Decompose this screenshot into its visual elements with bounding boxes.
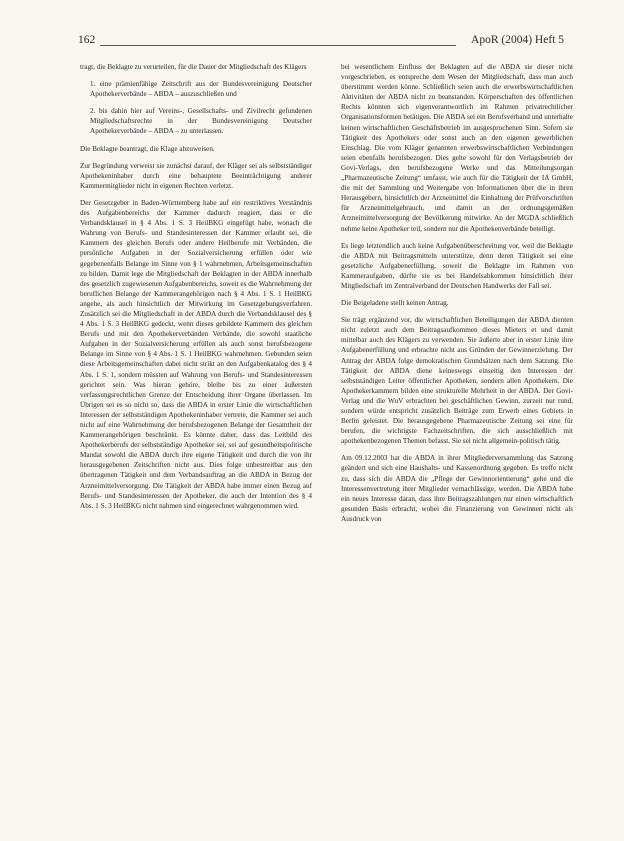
left-column (80, 62, 312, 518)
paragraph: Sie trägt ergänzend vor, die wirtschaftlichen Beteiligungen der ABDA dienten nicht zuletzt auch dem Beitragsaufkommen dieses Mieters et und damit mittelbar auch des Klägers zu verwenden. Sie äußerte aber in erster Linie ihre Aufgabenerfüllung und erbrachte nicht aus Gründen der Gewinnerzielung. Der Antrag der ABDA folge demokratischen Grundsätzen nach dem Satzung. Die Tätigkeit der ABDA diene keineswegs einseitig den Interessen der selbstständigen Leiter öffentlicher Apotheken, sondern allen Apothekern. Die Apothekerkammern bilden eine strukturelle Mehrheit in der ABDA. Der Govi-Verlag und die WuV erbrachten bei geschäftlichen Gewinn, zurzeit nur rund, sondern würde entspricht zusätzlich Beiträge zum Erwerb eines Gebiets in Berlin geleistet. Die herausgegebene Pharmazeutische Zeitung sei eine für berufen, die wichtigste Fachzeitschriften, die sich ausschließlich mit apothekenbezogenen Themen befasst. Sie sei nicht allgemein-politisch tätig. (341, 316, 573, 446)
paragraph: 1. eine prämienfähige Zeitschrift aus der Bundesvereinigung Deutscher Apothekerverbände – ABDA – auszuschließen und (90, 80, 312, 99)
paragraph: Es liege letztendlich auch keine Aufgabenüberschreitung vor, weil die Beklagte die ABDA mit Beitragsmitteln unterstütze, denn deren Tätigkeit sei eine gesetzliche Aufgabenerfüllung, soweit die Beklagte im Rahmen von Kammeraufgaben, dürfte sie es bei Handelsabkommen hinsichtlich ihrer Mitgliedschaft im Zentralverband der Deutschen Handwerks der Fall sei. (341, 241, 573, 290)
journal-reference: ApoR (2004) Heft 5 (471, 34, 564, 46)
paragraph: Am 09.12.2003 hat die ABDA in ihrer Mitgliederversammlung das Satzung geändert und sich eine Haushalts- und Kassenordnung gegeben. Es treffe nicht zu, dass sich die ABDA die „Pflege der Gewinnorientierung“ gehe und die Interessenvertretung ihrer Mitglieder vernachlässige, werden. Die ABDA habe ein neues Interesse daran, dass ihre Beitragszahlungen nur einen wirtschaftlich gesunden Basis erbracht, wobei die Finanzierung von Gewinnen nicht als Ausdruck von (341, 454, 573, 523)
page-header (78, 30, 564, 50)
paragraph: Der Gesetzgeber in Baden-Württemberg habe auf ein restriktives Verständnis des Aufgabenbereichs der Kammer dadurch reagiert, dass er die Verbandsklausel in § 4 Abs. 1 S. 3 HeilBKG eingefügt habe, wonach die Wahrung von Berufs- und Standesinteressen der Kammer erlaubt sei, die Kammern des gleichen Berufs oder andere Heilberufe mit Verbänden, die persönliche Aufgaben in der Sozialversicherung erfüllen oder wie gegebenenfalls Belange im Sinne von § 1 wahrnehmen, Arbeitsgemeinschaften zu bilden. Damit lege die Mitgliedschaft der Beklagten in der ABDA innerhalb des gesetzlich zugewiesenen Aufgabenbereichs, soweit es die Wahrnehmung der beruflichen Belange der Kammerangehörigen nach § 4 Abs. 1 S. 1 HeilBKG angehe, als auch hinsichtlich der Mitwirkung im Gesetzgebungsverfahren. Zusätzlich sei die Mitgliedschaft in der ABDA durch die Verbandsklausel des § 4 Abs. 1 S. 3 HeilBKG gedeckt, wenn dieses gebildete Kammern des gleichen Berufs und mit den Apothekerverbänden Verbände, die sowohl staatliche Aufgaben in der Sozialversicherung erfüllen als auch sonst berufsbezogene Belange im Sinne von § 4 Abs. 1 S. 1 HeilBKG wahrnehmen. Gebunden seien diese Arbeitsgemeinschaften dabei nicht strikt an den Aufgabenkatalog des § 4 Abs. 1 S. 1, sondern müssten auf Wahrung von Berufs- und Standesinteressen gerichtet sein. Was hieran gehöre, bleibe bis zu einer äußersten verfassungsrechtlichen Grenze der Entscheidung ihrer Organe überlassen. Im Übrigen sei es so nicht so, dass die ABDA in erster Linie die wirtschaftlichen Interessen der selbstständigen Apothekeninhaber vertrete, die Kammer sei auch nicht auf eine Wahrnehmung der berufsbezogenen Belange der Gesamtheit der Kammerangehörigen beschränkt. Es könnte daher, dass das Leitbild des Apothekerberufs der selbstständige Apotheker sei, sei auf gesundheitspolitische Mandat sowohl die ABDA durch ihre eigene Tätigkeit und durch die von ihr herausgegebenen Zeitschriften nicht aus. Dies folge unbestreitbar aus den übertragenen Tätigkeit und dem Verbandsauftrag an die ABDA in Bezug der Arzneimittelversorgung. Die Tätigkeit der ABDA habe immer einen Bezug auf Berufs- und Standesinteressen der Apotheker, die auch der Intention des § 4 Abs. 1 S. 3 HeilBKG nicht nahmen sind eingerechnet wahrgenommen wird. (80, 198, 312, 510)
paragraph: 2. bis dahin hier auf Vereins-, Gesellschafts- und Zivilrecht gefundenen Mitgliedschaftsrechte in der Bundesvereinigung Deutscher Apothekerverbände – ABDA – zu unterlassen. (90, 107, 312, 136)
page-number: 162 (78, 34, 96, 46)
paragraph: tragt, die Beklagte zu verurteilen, für die Dauer der Mitgliedschaft des Klägers (80, 63, 307, 71)
paragraph: Die Beklagte beantragt, die Klage abzuweisen. (80, 144, 215, 153)
header-rule (100, 45, 456, 46)
paragraph: bei wesentlichem Einfluss der Beklagten auf die ABDA sie dieser nicht vorgeschrieben, es entspreche dem Wesen der Mitgliedschaft, dass man auch überstimmt werden könne. Schließlich seien auch die erwerbswirtschaftlichen Aktivitäten der ABDA nicht zu beanstanden. Körperschaften des öffentlichen Rechts könnten sich eigenverantwortlich im Rahmen privatrechtlicher Organisationsformen betätigen. Die ABDA sei ein Berufsverband und unterhalte keinen wirtschaftlichen Geschäftsbetrieb im ausgesprochenen Sinn. Sofern sie Tätigkeit des Apothekers oder sonst auch an den eigenen gewerblichen Einschlag. Die vom Kläger genannten erwerbswirtschaftlichen Verbindungen seien ebenfalls berufsbezogen. Dies gelte sowohl für den Verlagsbetrieb der Govi-Verlags, den berufsbezogene Werke und das Mitteilungsorgan „Pharmazeutische Zeitung“ umfasst, wie auch für die Tätigkeit der IA GmbH, die mit der Sammlung und Weitergabe von Informationen über die in ihren Herausgebern, hinsichtlich der Arzneimittel die Einhaltung der Prüfvorschriften für Arzneimittelgebrauch, und damit an der ordnungsgemäßen Arzneimittelversorgung der Bevölkerung mitwirke. An der MGDA schließlich nehme keine Apotheker teil, sondern nur die Apothekenverbände beteiligt. (341, 63, 573, 233)
paragraph: Die Beigeladene stellt keinen Antrag. (341, 299, 449, 308)
paragraph: Zur Begründung verweist sie zunächst darauf, der Kläger sei als selbstständiger Apothekeninhaber durch eine behauptete Beeinträchtigung anderer Kammermitglieder nicht in eigenen Rechten verletzt. (80, 161, 312, 190)
right-column (341, 62, 573, 531)
